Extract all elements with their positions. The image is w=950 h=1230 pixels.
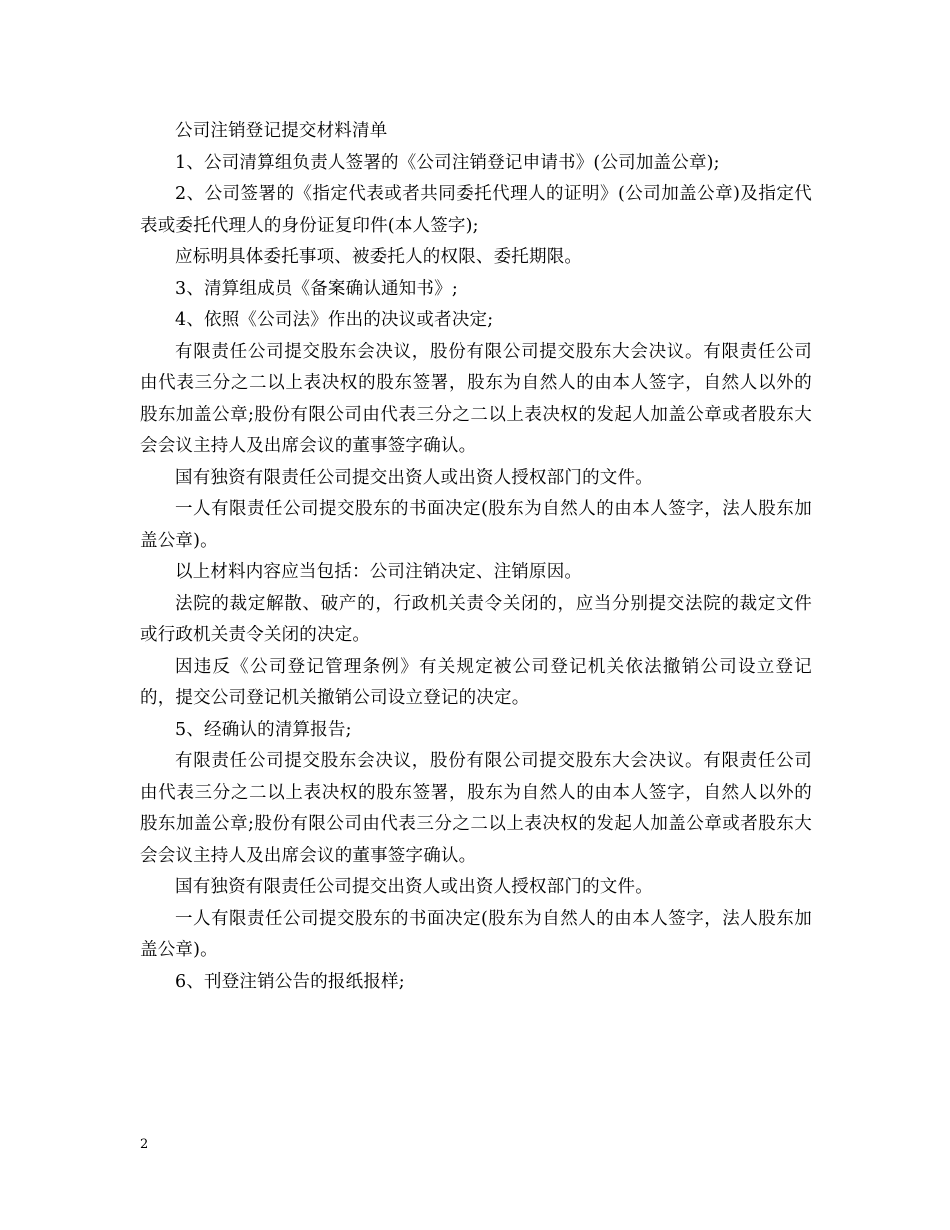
list-item-3: 3、清算组成员《备案确认通知书》; xyxy=(175,278,458,299)
list-item-1: 1、公司清算组负责人签署的《公司注销登记申请书》(公司加盖公章); xyxy=(175,152,720,173)
list-item-5: 5、经确认的清算报告; xyxy=(175,719,352,740)
paragraph-content-requirement: 以上材料内容应当包括：公司注销决定、注销原因。 xyxy=(175,562,583,582)
page-number: 2 xyxy=(140,1137,149,1152)
document-body xyxy=(140,116,812,998)
paragraph-resolution-repeat: 有限责任公司提交股东会决议，股份有限公司提交股东大会决议。有限责任公司由代表三分之二以上表决权的股东签署，股东为自然人的由本人签字，自然人以外的股东加盖公章;股份有限公司由代表三分之二以上表决权的发起人加盖公章或者股东大会会议主持人及出席会议的董事签字确认。 xyxy=(140,751,812,866)
list-item-2: 2、公司签署的《指定代表或者共同委托代理人的证明》(公司加盖公章)及指定代表或委托代理人的身份证复印件(本人签字); xyxy=(140,184,812,236)
paragraph-state-owned-repeat: 国有独资有限责任公司提交出资人或出资人授权部门的文件。 xyxy=(175,877,653,897)
paragraph-revocation: 因违反《公司登记管理条例》有关规定被公司登记机关依法撤销公司设立登记的，提交公司登记机关撤销公司设立登记的决定。 xyxy=(140,656,812,708)
paragraph-single-shareholder: 一人有限责任公司提交股东的书面决定(股东为自然人的由本人签字，法人股东加盖公章)。 xyxy=(140,499,812,551)
paragraph-resolution: 有限责任公司提交股东会决议，股份有限公司提交股东大会决议。有限责任公司由代表三分之二以上表决权的股东签署，股东为自然人的由本人签字，自然人以外的股东加盖公章;股份有限公司由代表三分之二以上表决权的发起人加盖公章或者股东大会会议主持人及出席会议的董事签字确认。 xyxy=(140,341,812,456)
paragraph-court-ruling: 法院的裁定解散、破产的，行政机关责令关闭的，应当分别提交法院的裁定文件或行政机关责令关闭的决定。 xyxy=(140,593,812,645)
paragraph-state-owned: 国有独资有限责任公司提交出资人或出资人授权部门的文件。 xyxy=(175,467,653,488)
list-item-4: 4、依照《公司法》作出的决议或者决定; xyxy=(175,310,494,330)
document-title: 公司注销登记提交材料清单 xyxy=(175,121,388,141)
paragraph-single-shareholder-repeat: 一人有限责任公司提交股东的书面决定(股东为自然人的由本人签字，法人股东加盖公章)。 xyxy=(140,908,812,960)
paragraph-note-delegation: 应标明具体委托事项、被委托人的权限、委托期限。 xyxy=(175,247,583,267)
list-item-6: 6、刊登注销公告的报纸报样; xyxy=(175,971,405,992)
